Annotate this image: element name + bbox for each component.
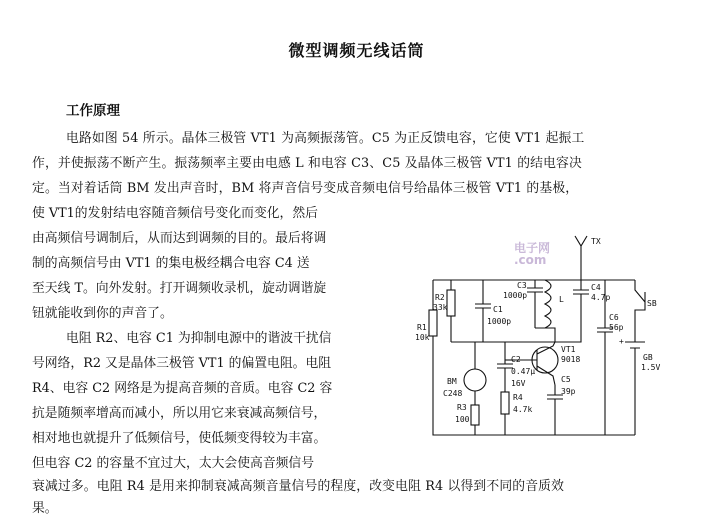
sb-switch xyxy=(635,280,645,342)
label-sb: SB xyxy=(647,299,657,308)
paragraph-line: 使 VT1的发射结电容随音频信号变化而变化，然后 xyxy=(32,206,318,221)
paragraph-line: 相对地也就提升了低频信号，使低频变得较为丰富。 xyxy=(32,431,327,446)
label-c6-value: 56p xyxy=(609,323,624,332)
label-gb-value: 1.5V xyxy=(641,363,661,372)
paragraph-line: 果。 xyxy=(32,501,58,516)
antenna-symbol xyxy=(575,236,587,260)
label-bm-value: C248 xyxy=(443,389,463,398)
label-c4-value: 4.7p xyxy=(591,293,611,302)
circuit-diagram xyxy=(395,230,670,445)
r1-resistor xyxy=(429,310,437,336)
paragraph-line: 钮就能收到你的声音了。 xyxy=(32,306,173,321)
bm-microphone xyxy=(464,369,486,391)
paragraph-line: R4、电容 C2 网络是为提高音频的音质。电容 C2 容 xyxy=(32,381,333,396)
r3-resistor xyxy=(471,405,479,425)
label-c1: C1 xyxy=(493,305,503,314)
paragraph-line: 电路如图 54 所示。晶体三极管 VT1 为高频振荡管。C5 为正反馈电容，它使 VT1 起振工 xyxy=(66,131,585,146)
paragraph-line: 由高频信号调制后，从而达到调频的目的。最后将调 xyxy=(32,231,327,246)
paragraph-line: 号网络，R2 又是晶体三极管 VT1 的偏置电阻。电阻 xyxy=(32,356,332,371)
label-tx: TX xyxy=(591,237,601,246)
paragraph-line: 但电容 C2 的容量不宜过大，太大会使高音频信号 xyxy=(32,456,315,471)
label-r2-value: 33k xyxy=(433,303,448,312)
label-r2: R2 xyxy=(435,293,445,302)
label-r4-value: 4.7k xyxy=(513,405,533,414)
label-c3: C3 xyxy=(517,281,527,290)
section-heading: 工作原理 xyxy=(66,103,120,119)
label-c2: C2 xyxy=(511,355,521,364)
label-c4: C4 xyxy=(591,283,601,292)
label-c2-value: 0.47μ xyxy=(511,367,536,376)
label-c1-value: 1000p xyxy=(487,317,512,326)
page-title: 微型调频无线话筒 xyxy=(288,41,425,60)
label-l: L xyxy=(559,295,564,304)
r4-resistor xyxy=(501,392,509,414)
watermark-line: 电子网 xyxy=(514,241,551,255)
watermark-line: .com xyxy=(514,253,547,267)
paragraph-line: 制的高频信号由 VT1 的集电极经耦合电容 C4 送 xyxy=(32,256,310,271)
label-r3-value: 100 xyxy=(455,415,470,424)
label-bm: BM xyxy=(447,377,457,386)
paragraph-line: 作，并使振荡不断产生。振荡频率主要由电感 L 和电容 C3、C5 及晶体三极管 VT1 的结电容决 xyxy=(32,156,582,171)
paragraph-line: 定。当对着话筒 BM 发出声音时，BM 将声音信号变成音频电信号给晶体三极管 VT1 的基极， xyxy=(32,181,579,196)
paragraph-line: 抗是随频率增高而减小，所以用它来衰减高频信号， xyxy=(32,406,327,421)
label-c5-value: 39p xyxy=(561,387,576,396)
c1-capacitor xyxy=(475,280,491,342)
label-c2-voltage: 16V xyxy=(511,379,526,388)
label-vt1-value: 9018 xyxy=(561,355,581,364)
paragraph-line: 电阻 R2、电容 C1 为抑制电源中的谐波干扰信 xyxy=(66,331,332,346)
label-c6: C6 xyxy=(609,313,619,322)
paragraph-line: 衰减过多。电阻 R4 是用来抑制衰减高频音量信号的程度，改变电阻 R4 以得到不同的音质效 xyxy=(32,479,565,494)
c6-capacitor xyxy=(597,280,613,435)
label-r3: R3 xyxy=(457,403,467,412)
label-gb: GB xyxy=(643,353,653,362)
c3-capacitor xyxy=(527,280,543,328)
label-plus: + xyxy=(619,337,624,346)
label-r4: R4 xyxy=(513,393,523,402)
r2-resistor xyxy=(447,290,455,316)
label-c3-value: 1000p xyxy=(503,291,528,300)
label-r1-value: 10k xyxy=(415,333,430,342)
label-c5: C5 xyxy=(561,375,571,384)
inductor-l xyxy=(545,280,551,328)
label-vt1: VT1 xyxy=(561,345,576,354)
label-r1: R1 xyxy=(417,323,427,332)
paragraph-line: 至天线 T。向外发射。打开调频收录机，旋动调谐旋 xyxy=(32,281,327,296)
gb-battery xyxy=(625,342,645,435)
